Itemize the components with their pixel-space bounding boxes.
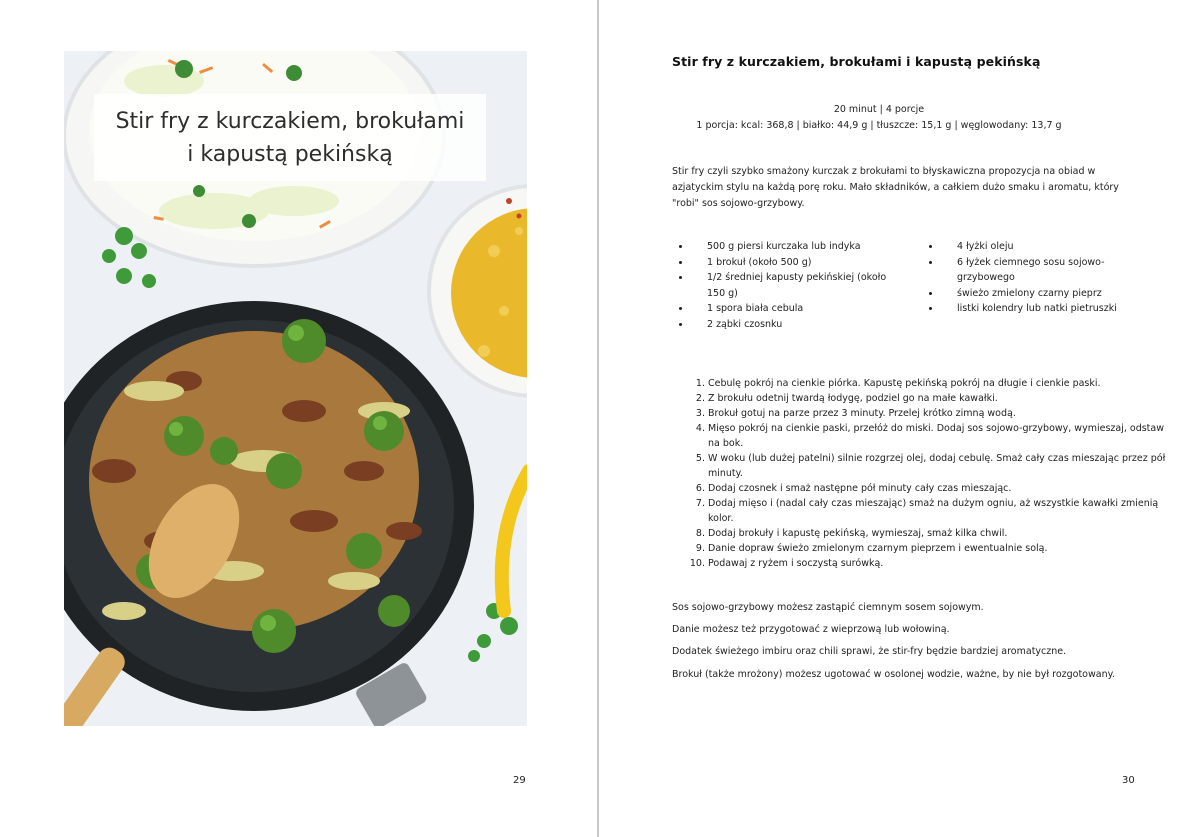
step-item: 10. Podawaj z ryżem i soczystą surówką. [708,556,1178,571]
step-item: 1. Cebulę pokrój na cienkie piórka. Kapustę pekińską pokrój na długie i cienkie paski. [708,376,1178,391]
page-number-left: 29 [513,775,526,786]
preparation-steps [674,376,1178,571]
step-item: 2. Z brokułu odetnij twardą łodygę, podziel go na małe kawałki. [708,391,1178,406]
step-item: 3. Brokuł gotuj na parze przez 3 minuty. Przelej krótko zimną wodą. [708,406,1178,421]
ingredient-item: • 500 g piersi kurczaka lub indyka [691,239,891,255]
tip-text: Dodatek świeżego imbiru oraz chili sprawi, że stir-fry będzie bardziej aromatyczne. [672,646,1067,657]
nutrition-info: 1 porcja: kcal: 368,8 | białko: 44,9 g | tłuszcze: 15,1 g | węglowodany: 13,7 g [696,120,1062,131]
tip-text: Sos sojowo-grzybowy możesz zastąpić ciemnym sosem sojowym. [672,602,984,613]
step-item: 8. Dodaj brokuły i kapustę pekińską, wymieszaj, smaż kilka chwil. [708,526,1178,541]
step-item: 9. Danie dopraw świeżo zmielonym czarnym pieprzem i ewentualnie solą. [708,541,1178,556]
page-number-right: 30 [1122,775,1135,786]
tip-text: Danie możesz też przygotować z wieprzową lub wołowiną. [672,624,950,635]
tip-text: Brokuł (także mrożony) możesz ugotować w osolonej wodzie, ważne, by nie był rozgotowany. [672,669,1115,680]
ingredient-item: • świeżo zmielony czarny pieprz [941,286,1141,302]
right-page [599,0,1193,837]
ingredient-item: • 1 spora biała cebula [691,301,891,317]
recipe-title: Stir fry z kurczakiem, brokułami i kapustą pekińską [672,54,1041,69]
ingredients-list-col1 [674,239,891,332]
step-item: 6. Dodaj czosnek i smaż następne pół minuty cały czas mieszając. [708,481,1178,496]
photo-title-line-2: i kapustą pekińską [187,141,393,167]
step-item: 5. W woku (lub dużej patelni) silnie rozgrzej olej, dodaj cebulę. Smaż cały czas mieszając przez pół minuty. [708,451,1178,481]
step-item: 7. Dodaj mięso i (nadal cały czas mieszając) smaż na dużym ogniu, aż wszystkie kawałki zmienią kolor. [708,496,1178,526]
ingredients-list-col2 [924,239,1141,317]
ingredient-item: • 4 łyżki oleju [941,239,1141,255]
recipe-intro: Stir fry czyli szybko smażony kurczak z brokułami to błyskawiczna propozycja na obiad w azjatyckim stylu na każdą porę roku. Mało składników, a całkiem dużo smaku i aromatu, który "robi" sos sojowo-grzybowy. [672,166,1119,209]
step-item: 4. Mięso pokrój na cienkie paski, przełóż do miski. Dodaj sos sojowo-grzybowy, wymieszaj, odstaw na bok. [708,421,1178,451]
ingredient-item: • 1 brokuł (około 500 g) [691,255,891,271]
photo-title-line-1: Stir fry z kurczakiem, brokułami [115,108,465,134]
ingredient-item: • 1/2 średniej kapusty pekińskiej (około 150 g) [691,270,891,301]
ingredient-item: • 2 ząbki czosnku [691,317,891,333]
ingredient-item: • 6 łyżek ciemnego sosu sojowo-grzybowego [941,255,1141,286]
recipe-photo [64,51,527,726]
photo-title-overlay [94,94,486,181]
ingredient-item: • listki kolendry lub natki pietruszki [941,301,1141,317]
time-servings: 20 minut | 4 porcje [833,104,925,115]
